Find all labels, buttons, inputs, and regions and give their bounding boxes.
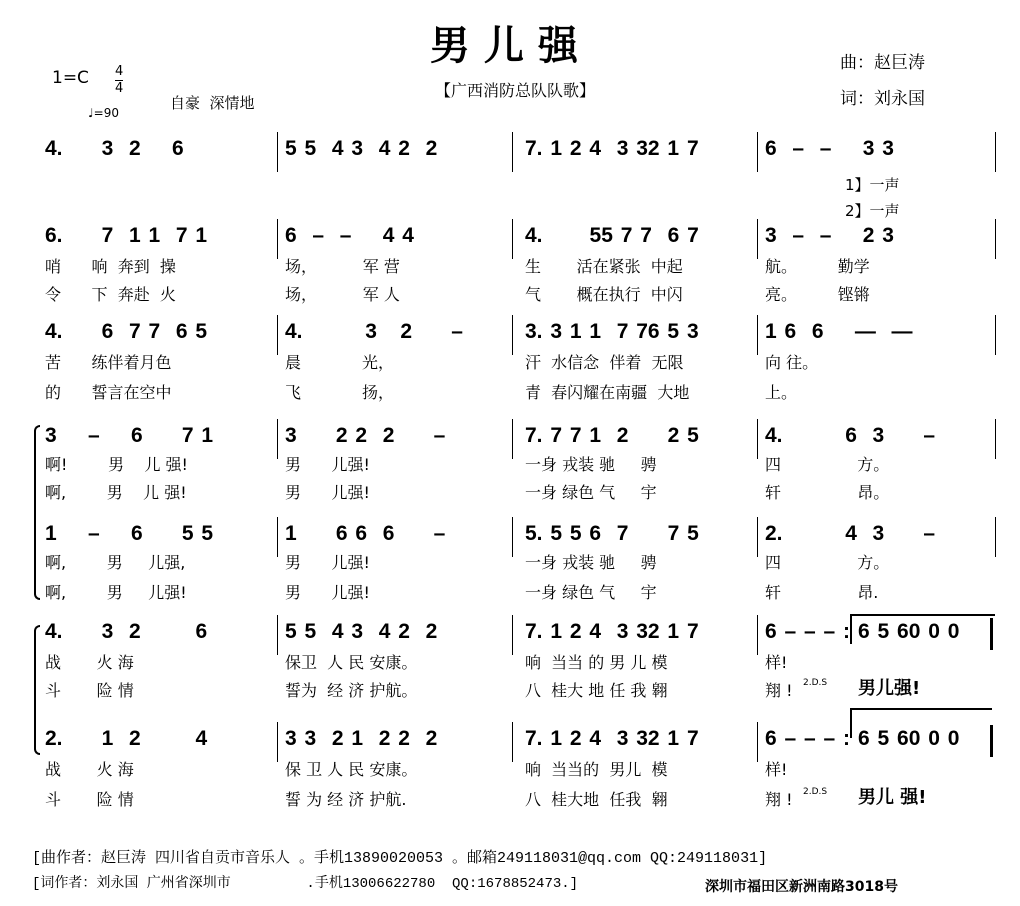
barline [277, 132, 278, 172]
subtitle: 【广西消防总队队歌】 [435, 81, 596, 100]
footer-address: 深圳市福田区新洲南路3018号 [705, 879, 898, 895]
measure-notes: 3 3 2 1 2 2 2 [285, 727, 438, 750]
measure-notes: 7. 7 7 1 2 2 5 [525, 424, 699, 447]
ending-notes: 6 5 60 0 0 [858, 620, 960, 643]
footer-composer-info: [曲作者：赵巨涛 四川省自贡市音乐人 。手机13890020053 。邮箱249118031@qq.com QQ:249118031] [32, 850, 768, 867]
measure-notes: 4. 3 2 – [285, 320, 463, 343]
lyric-text: 男 儿强! [285, 583, 370, 602]
lyric-text: 轩 昂。 [765, 483, 890, 502]
barline [995, 315, 996, 355]
lyric-text: 青 春闪耀在南疆 大地 [525, 383, 690, 402]
barline [995, 219, 996, 259]
lyric-text: 翔 ! [765, 790, 793, 809]
lyric-text: 翔 ! [765, 681, 793, 700]
measure-notes: 2. 4 3 – [765, 522, 936, 545]
measure-notes: 7. 1 2 4 3 32 1 7 [525, 137, 699, 160]
lyric-text: 航。 勤学 [765, 257, 870, 276]
barline [512, 722, 513, 762]
barline [277, 419, 278, 459]
lyric-text: 晨 光， [285, 353, 395, 372]
measure-notes: 4. 3 2 6 [45, 620, 208, 643]
lyric-text: 啊, 男 儿强, [45, 553, 186, 572]
measure-notes: 2. 1 2 4 [45, 727, 208, 750]
measure-notes: 3 2 2 2 – [285, 424, 446, 447]
lyric-text: 样! [765, 653, 788, 672]
lyric-text: 一身 绿色 气 宇 [525, 483, 657, 502]
measure-notes: 7. 1 2 4 3 32 1 7 [525, 727, 699, 750]
footer-lyricist-info: [词作者：刘永国 广州省深圳市 .手机13006622780 QQ:1678852473.] [32, 876, 579, 892]
lyric-text: 一身 绿色 气 宇 [525, 583, 657, 602]
lyric-text: 誓为 经 济 护航。 [285, 681, 418, 700]
lyric-text: 场， 军 人 [285, 285, 400, 304]
ending-bracket [850, 708, 992, 738]
volta-1: 1】一声 [845, 176, 900, 194]
lyric-text: 响 当当 的 男 儿 模 [525, 653, 668, 672]
lyric-text: 战 火 海 [45, 653, 134, 672]
lyric-text: 向 往。 [765, 353, 819, 372]
barline [512, 615, 513, 655]
ds-lyric: 男儿强! [858, 678, 921, 699]
lyric-text: 男 儿强! [285, 553, 370, 572]
measure-notes: 1 6 6 — — [765, 320, 913, 343]
measure-notes: 6 – – – : [765, 727, 851, 750]
lyric-text: 样! [765, 760, 788, 779]
song-title: 男儿强 [430, 23, 592, 69]
ending-bracket [850, 614, 995, 644]
time-top: 4 [115, 64, 124, 79]
measure-notes: 6 – – – : [765, 620, 851, 643]
barline [512, 132, 513, 172]
lyric-text: 令 下 奔赴 火 [45, 285, 176, 304]
lyric-text: 斗 险 情 [45, 681, 134, 700]
barline [757, 722, 758, 762]
lyric-text: 八 桂大地 任我 翱 [525, 790, 668, 809]
lyric-text: 保 卫 人 民 安康。 [285, 760, 418, 779]
ds-mark: 2.D.S [803, 787, 828, 797]
ending-notes: 6 5 60 0 0 [858, 727, 960, 750]
lyric-text: 汗 水信念 伴着 无限 [525, 353, 684, 372]
lyric-text: 斗 险 情 [45, 790, 134, 809]
measure-notes: 6 – – 3 3 [765, 137, 894, 160]
barline [757, 615, 758, 655]
lyric-text: 啊, 男 儿 强! [45, 483, 187, 502]
barline [277, 517, 278, 557]
expression-mark: 自豪 深情地 [170, 94, 255, 112]
measure-notes: 5. 5 5 6 7 7 5 [525, 522, 699, 545]
measure-notes: 5 5 4 3 4 2 2 [285, 137, 438, 160]
volta-2: 2】一声 [845, 202, 900, 220]
lyric-text: 八 桂大 地 任 我 翱 [525, 681, 668, 700]
measure-notes: 1 6 6 6 – [285, 522, 446, 545]
barline [277, 722, 278, 762]
barline [277, 315, 278, 355]
lyric-text: 四 方。 [765, 553, 890, 572]
measure-notes: 4. 6 3 – [765, 424, 936, 447]
barline [995, 419, 996, 459]
lyric-text: 四 方。 [765, 455, 890, 474]
tempo: ♩=90 [88, 106, 119, 120]
lyric-text: 的 誓言在空中 [45, 383, 172, 402]
barline [277, 219, 278, 259]
measure-notes: 6 – – 4 4 [285, 224, 414, 247]
composer: 曲：赵巨涛 [840, 53, 925, 73]
lyric-text: 苦 练伴着月色 [45, 353, 172, 372]
lyric-text: 啊, 男 儿强! [45, 583, 187, 602]
lyric-text: 哨 响 奔到 操 [45, 257, 176, 276]
lyric-text: 生 活在紧张 中起 [525, 257, 683, 276]
ds-lyric: 男儿 强! [858, 787, 927, 808]
time-signature [115, 64, 123, 97]
brace [34, 625, 40, 755]
lyric-text: 一身 戎装 驰 骋 [525, 553, 657, 572]
measure-notes: 4. 6 7 7 6 5 [45, 320, 208, 343]
barline [995, 517, 996, 557]
lyric-text: 气 概在执行 中闪 [525, 285, 683, 304]
measure-notes: 4. 3 2 6 [45, 137, 184, 160]
lyric-text: 上。 [765, 383, 798, 402]
lyric-text: 场， 军 营 [285, 257, 400, 276]
barline [757, 315, 758, 355]
barline [512, 517, 513, 557]
measure-notes: 6. 7 1 1 7 1 [45, 224, 208, 247]
lyric-text: 男 儿强! [285, 483, 370, 502]
key-signature: 1=C [52, 68, 89, 88]
time-bottom: 4 [115, 81, 124, 96]
measure-notes: 7. 1 2 4 3 32 1 7 [525, 620, 699, 643]
lyric-text: 响 当当的 男儿 模 [525, 760, 668, 779]
brace [34, 425, 40, 600]
lyric-text: 一身 戎装 驰 骋 [525, 455, 657, 474]
measure-notes: 1 – 6 5 5 [45, 522, 214, 545]
lyric-text: 飞 扬， [285, 383, 395, 402]
barline [757, 132, 758, 172]
lyric-text: 啊! 男 儿 强! [45, 455, 188, 474]
measure-notes: 3 – 6 7 1 [45, 424, 214, 447]
lyricist: 词：刘永国 [840, 89, 925, 109]
barline [995, 132, 996, 172]
lyric-text: 轩 昂. [765, 583, 879, 602]
lyric-text: 男 儿强! [285, 455, 370, 474]
measure-notes: 5 5 4 3 4 2 2 [285, 620, 438, 643]
barline [757, 517, 758, 557]
barline [277, 615, 278, 655]
lyric-text: 亮。 铿锵 [765, 285, 870, 304]
barline [512, 315, 513, 355]
barline [512, 419, 513, 459]
measure-notes: 3 – – 2 3 [765, 224, 894, 247]
measure-notes: 3. 3 1 1 7 76 5 3 [525, 320, 699, 343]
measure-notes: 4. 55 7 7 6 7 [525, 224, 699, 247]
lyric-text: 誓 为 经 济 护航. [285, 790, 407, 809]
ds-mark: 2.D.S [803, 678, 828, 688]
barline [757, 219, 758, 259]
barline [757, 419, 758, 459]
lyric-text: 战 火 海 [45, 760, 134, 779]
barline [512, 219, 513, 259]
lyric-text: 保卫 人 民 安康。 [285, 653, 418, 672]
